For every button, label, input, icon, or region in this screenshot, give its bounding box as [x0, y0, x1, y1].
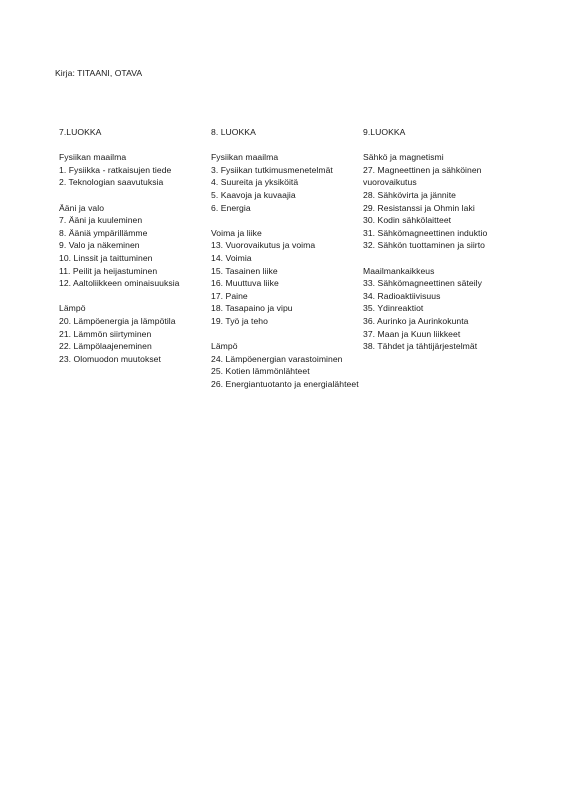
- topic-item: 9. Valo ja näkeminen: [59, 240, 140, 251]
- section-title: Fysiikan maailma: [59, 152, 127, 163]
- section-title: Maailmankaikkeus: [363, 265, 435, 276]
- topic-item: 23. Olomuodon muutokset: [59, 353, 161, 364]
- topic-item: 11. Peilit ja heijastuminen: [59, 265, 158, 276]
- topic-item: 33. Sähkömagneettinen säteily: [363, 278, 482, 289]
- topic-list: [211, 239, 359, 327]
- grade-heading: 7.LUOKKA: [59, 127, 102, 137]
- topic-item: 20. Lämpöenergia ja lämpötila: [59, 315, 176, 326]
- topic-item: 27. Magneettinen ja sähköinen vuorovaikutus: [363, 164, 482, 188]
- topic-section: [211, 340, 359, 390]
- topic-item: 12. Aaltoliikkeen ominaisuuksia: [59, 278, 180, 289]
- topic-list: [59, 214, 207, 290]
- topic-list: [363, 277, 513, 353]
- topic-item: 29. Resistanssi ja Ohmin laki: [363, 202, 475, 213]
- topic-list: [211, 164, 359, 214]
- topic-item: 10. Linssit ja taittuminen: [59, 252, 153, 263]
- topic-section: [59, 151, 207, 189]
- topic-item: 15. Tasainen liike: [211, 265, 278, 276]
- topic-section: [211, 227, 359, 328]
- topic-section: [363, 265, 513, 353]
- topic-section: [363, 151, 513, 252]
- topic-item: 25. Kotien lämmönlähteet: [211, 366, 310, 377]
- grade-9-column: [363, 126, 513, 353]
- topic-item: 36. Aurinko ja Aurinkokunta: [363, 315, 469, 326]
- topic-item: 38. Tähdet ja tähtijärjestelmät: [363, 341, 478, 352]
- section-title: Sähkö ja magnetismi: [363, 152, 444, 163]
- topic-item: 32. Sähkön tuottaminen ja siirto: [363, 240, 485, 251]
- topic-item: 16. Muuttuva liike: [211, 278, 279, 289]
- topic-item: 30. Kodin sähkölaitteet: [363, 215, 452, 226]
- grade-8-column: [211, 126, 359, 390]
- topic-item: 8. Ääniä ympärillämme: [59, 227, 148, 238]
- topic-item: 7. Ääni ja kuuleminen: [59, 215, 143, 226]
- grade-heading: 8. LUOKKA: [211, 127, 256, 137]
- section-group: [59, 151, 207, 365]
- topic-item: 5. Kaavoja ja kuvaajia: [211, 189, 296, 200]
- topic-list: [211, 353, 359, 391]
- topic-item: 28. Sähkövirta ja jännite: [363, 189, 456, 200]
- topic-section: [211, 151, 359, 214]
- topic-item: 22. Lämpölaajeneminen: [59, 341, 152, 352]
- topic-item: 34. Radioaktiivisuus: [363, 290, 441, 301]
- grade-heading: 9.LUOKKA: [363, 127, 406, 137]
- topic-list: [363, 164, 513, 252]
- topic-section: [59, 302, 207, 365]
- topic-list: [59, 315, 207, 365]
- topic-item: 21. Lämmön siirtyminen: [59, 328, 152, 339]
- topic-item: 4. Suureita ja yksiköitä: [211, 177, 299, 188]
- section-title: Fysiikan maailma: [211, 152, 279, 163]
- topic-item: 31. Sähkömagneettinen induktio: [363, 227, 488, 238]
- topic-section: [59, 202, 207, 290]
- book-reference: Kirja: TITAANI, OTAVA: [55, 68, 143, 78]
- topic-item: 13. Vuorovaikutus ja voima: [211, 240, 316, 251]
- topic-list: [59, 164, 207, 189]
- section-group: [363, 151, 513, 353]
- section-title: Lämpö: [59, 303, 86, 314]
- topic-item: 24. Lämpöenergian varastoiminen: [211, 353, 343, 364]
- topic-item: 37. Maan ja Kuun liikkeet: [363, 328, 461, 339]
- topic-item: 14. Voimia: [211, 252, 252, 263]
- section-title: Voima ja liike: [211, 227, 262, 238]
- curriculum-columns: [0, 126, 565, 446]
- topic-item: 19. Työ ja teho: [211, 315, 268, 326]
- section-title: Ääni ja valo: [59, 202, 105, 213]
- topic-item: 1. Fysiikka - ratkaisujen tiede: [59, 164, 172, 175]
- topic-item: 26. Energiantuotanto ja energialähteet: [211, 378, 359, 389]
- topic-item: 6. Energia: [211, 202, 251, 213]
- topic-item: 17. Paine: [211, 290, 248, 301]
- topic-item: 3. Fysiikan tutkimusmenetelmät: [211, 164, 333, 175]
- section-group: [211, 151, 359, 390]
- section-title: Lämpö: [211, 341, 238, 352]
- grade-7-column: [59, 126, 207, 365]
- topic-item: 2. Teknologian saavutuksia: [59, 177, 164, 188]
- topic-item: 35. Ydinreaktiot: [363, 303, 424, 314]
- topic-item: 18. Tasapaino ja vipu: [211, 303, 293, 314]
